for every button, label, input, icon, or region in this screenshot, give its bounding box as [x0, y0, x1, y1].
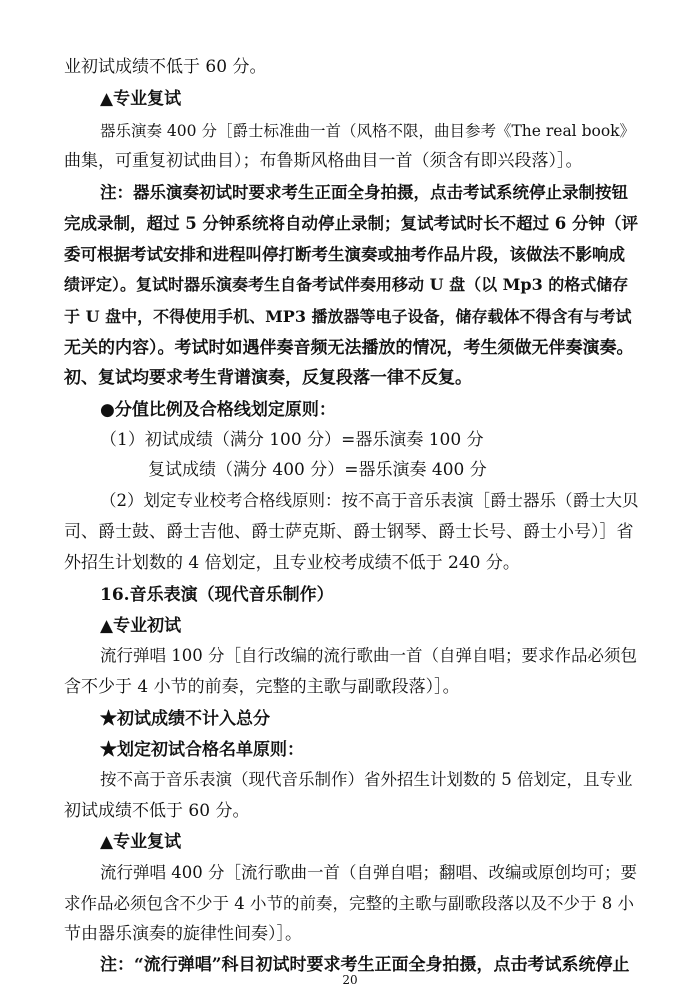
text-line-17: 外招生计划数的 4 倍划定，且专业校考成绩不低于 240 分。 [64, 553, 520, 573]
note-line-5: 于 U 盘中，不得使用手机、MP3 播放器等电子设备，储存载体不得含有与考试 [64, 307, 632, 326]
heading-professional-preliminary: ▲专业初试 [100, 616, 182, 636]
note-line-1: 注：器乐演奏初试时要求考生正面全身拍摄，点击考试系统停止录制按钮 [100, 183, 628, 202]
note-line-6: 无关的内容）。考试时如遇伴奏音频无法播放的情况，考生须做无伴奏演奏。 [64, 338, 634, 358]
heading-score-principles: ●分值比例及合格线划定原则： [100, 400, 336, 420]
star-note-1: ★初试成绩不计入总分 [100, 709, 270, 729]
heading-professional-retest-2: ▲专业复试 [100, 832, 182, 852]
text-line-13: （1）初试成绩（满分 100 分）=器乐演奏 100 分 [100, 430, 484, 450]
note-line-4: 绩评定）。复试时器乐演奏考生自备考试伴奏用移动 U 盘（以 Mp3 的格式储存 [64, 275, 629, 294]
text-line-15: （2）划定专业校考合格线原则：按不高于音乐表演［爵士器乐（爵士大贝 [100, 491, 639, 510]
heading-professional-retest: ▲专业复试 [100, 89, 182, 109]
section-heading-16: 16.音乐表演（现代音乐制作） [100, 585, 334, 605]
text-line-25: 初试成绩不低于 60 分。 [64, 801, 250, 821]
text-line-29: 节由器乐演奏的旋律性间奏）］。 [64, 924, 302, 944]
text-line-20: 流行弹唱 100 分［自行改编的流行歌曲一首（自弹自唱；要求作品必须包 [100, 646, 637, 665]
note-line-3: 委可根据考试安排和进程叫停打断考生演奏或抽考作品片段，该做法不影响成 [64, 245, 625, 264]
text-line-4: 曲集，可重复初试曲目）；布鲁斯风格曲目一首（须含有即兴段落）］。 [64, 151, 583, 171]
text-line-24: 按不高于音乐表演（现代音乐制作）省外招生计划数的 5 倍划定，且专业 [100, 770, 633, 789]
note-line-2: 完成录制，超过 5 分钟系统将自动停止录制；复试考试时长不超过 6 分钟（评 [64, 214, 638, 233]
text-line-28: 求作品必须包含不少于 4 小节的前奏，完整的主歌与副歌段落以及不少于 8 小 [64, 894, 634, 913]
page-number: 20 [342, 973, 358, 987]
star-note-2: ★划定初试合格名单原则： [100, 740, 304, 760]
note-line-7: 初、复试均要求考生背谱演奏，反复段落一律不反复。 [64, 368, 472, 388]
text-line-1: 业初试成绩不低于 60 分。 [64, 57, 267, 77]
note-line-final: 注：“流行弹唱”科目初试时要求考生正面全身拍摄，点击考试系统停止 [100, 955, 630, 975]
text-line-3: 器乐演奏 400 分［爵士标准曲一首（风格不限，曲目参考《The real book》 [100, 122, 636, 140]
text-line-16: 司、爵士鼓、爵士吉他、爵士萨克斯、爵士钢琴、爵士长号、爵士小号）］省 [64, 522, 634, 542]
text-line-27: 流行弹唱 400 分［流行歌曲一首（自弹自唱；翻唱、改编或原创均可；要 [100, 863, 637, 882]
text-line-21: 含不少于 4 小节的前奏，完整的主歌与副歌段落）］。 [64, 677, 460, 697]
text-line-14: 复试成绩（满分 400 分）=器乐演奏 400 分 [148, 460, 487, 480]
